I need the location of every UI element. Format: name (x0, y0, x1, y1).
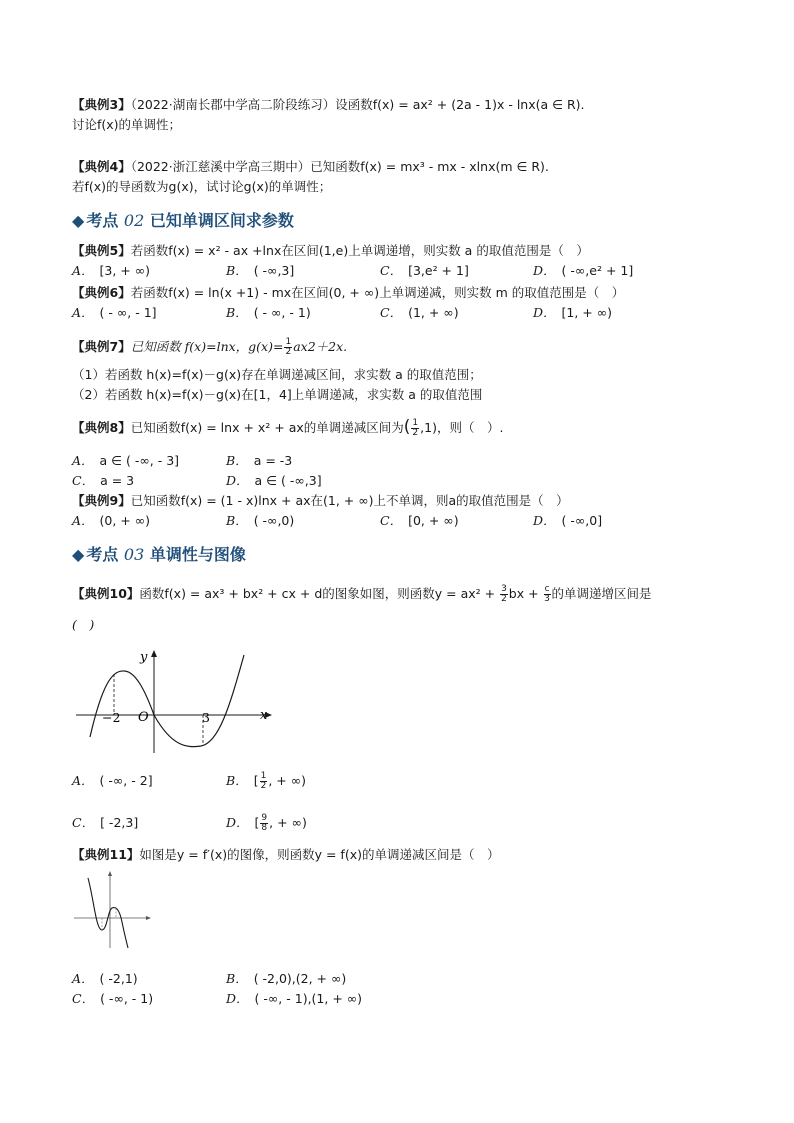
example-5-option-b: B． ( -∞,3] (226, 263, 295, 278)
cubic-function-graph (72, 645, 282, 755)
example-3-tag: 【典例3】 (72, 97, 131, 112)
example-4-line-1 (72, 158, 549, 176)
y-axis-arrow (151, 650, 157, 657)
example-5-text: 若函数f(x) = x² - ax +lnx在区间(1,e)上单调递增，则实数 a 的取值范围是（ ） (130, 243, 589, 258)
cubic-curve (90, 655, 244, 747)
section-heading-03 (72, 542, 246, 565)
example-3-line-1 (72, 96, 585, 114)
example-9-question (72, 492, 569, 510)
example-5-option-d: D． ( -∞,e² + 1] (533, 263, 634, 278)
y-axis-label: y (140, 650, 148, 665)
example-10-text: 函数f(x) = ax³ + bx² + cx + d的图象如图，则函数y = ax² + (139, 586, 500, 601)
example-8-question: 【典例8】已知函数f(x) = lnx + x² + ax的单调递减区间为( $\frac{1}{2}$ ,1)，则（ ）. (72, 417, 504, 438)
example-7-question: 【典例7】已知函数 f(x)=lnx，g(x)= $\frac{1}{2}$ ax2＋2x. (72, 337, 348, 357)
example-6-tag: 【典例6】 (72, 285, 131, 300)
example-8-text: 已知函数f(x) = lnx + x² + ax的单调递减区间为 (130, 420, 404, 435)
example-4-text: （2022·浙江慈溪中学高三期中）已知函数f(x) = mx³ - mx - xlnx(m ∈ R). (130, 159, 549, 174)
heading-number: 03 (123, 545, 145, 564)
fraction: $\frac{1}{2}$ (285, 337, 292, 357)
heading-title: 单调性与图像 (149, 545, 246, 564)
fraction: $\frac{3}{2}$ (501, 584, 507, 604)
example-6-option-b: B． ( - ∞, - 1) (226, 305, 311, 320)
fraction: $\frac{c}{3}$ (544, 584, 550, 604)
example-6-option-c: C． (1, + ∞) (380, 305, 459, 320)
example-4-tag: 【典例4】 (72, 159, 131, 174)
fraction: $\frac{1}{2}$ (260, 771, 267, 791)
example-4-line-2: 若f(x)的导函数为g(x)，试讨论g(x)的单调性； (72, 179, 332, 194)
example-9-option-d: D． ( -∞,0] (533, 513, 603, 528)
example-6-option-d: D． [1, + ∞) (533, 305, 613, 320)
example-3-text: （2022·湖南长郡中学高二阶段练习）设函数f(x) = ax² + (2a - 1)x - lnx(a ∈ R). (130, 97, 585, 112)
example-10-option-c: C． [ -2,3] (72, 815, 139, 830)
x-axis-label: x (260, 708, 268, 723)
heading-number: 02 (123, 211, 145, 230)
y-axis-arrow (108, 871, 112, 876)
example-5-option-c: C． [3,e² + 1] (380, 263, 469, 278)
fraction: $\frac{1}{2}$ (412, 418, 419, 438)
example-3-line-2: 讨论f(x)的单调性； (72, 117, 182, 132)
example-11-text: 如图是y = f′(x)的图像，则函数y = f(x)的单调递减区间是（ ） (139, 847, 500, 862)
example-8-option-d: D． a ∈ ( -∞,3] (226, 473, 322, 488)
example-9-text: 已知函数f(x) = (1 - x)lnx + ax在(1, + ∞)上不单调，则a的取值范围是（ ） (130, 493, 569, 508)
example-6-question (72, 284, 624, 302)
origin-label: O (138, 710, 149, 725)
example-7-part-1: （1）若函数 h(x)=f(x)－g(x)存在单调递减区间，求实数 a 的取值范围； (72, 367, 482, 382)
fraction: $\frac{9}{8}$ (261, 813, 268, 833)
example-8-option-a: A． a ∈ ( -∞, - 3] (72, 453, 180, 468)
example-5-option-a: A． [3, + ∞) (72, 263, 151, 278)
section-heading-02 (72, 208, 294, 231)
example-8-option-c: C． a = 3 (72, 473, 135, 488)
example-9-option-b: B． ( -∞,0) (226, 513, 295, 528)
diamond-icon: ◆ (72, 211, 85, 230)
example-10-option-b: B． [ $\frac{1}{2}$ , + ∞) (226, 771, 306, 791)
example-5-question (72, 242, 589, 260)
example-11-question (72, 846, 499, 864)
x-axis-arrow (146, 916, 151, 920)
example-10-tag: 【典例10】 (72, 586, 140, 601)
example-11-option-b: B． ( -2,0),(2, + ∞) (226, 971, 347, 986)
example-7-part-2: （2）若函数 h(x)=f(x)－g(x)在[1，4]上单调递减，求实数 a 的取值范围 (72, 387, 483, 402)
example-11-tag: 【典例11】 (72, 847, 140, 862)
example-9-tag: 【典例9】 (72, 493, 131, 508)
example-9-option-a: A． (0, + ∞) (72, 513, 151, 528)
example-11-option-c: C． ( -∞, - 1) (72, 991, 154, 1006)
example-9-option-c: C． [0, + ∞) (380, 513, 459, 528)
example-6-text: 若函数f(x) = ln(x +1) - mx在区间(0, + ∞)上单调递减，则实数 m 的取值范围是（ ） (130, 285, 625, 300)
derivative-curve (88, 878, 128, 948)
example-6-option-a: A． ( - ∞, - 1] (72, 305, 157, 320)
heading-title: 已知单调区间求参数 (149, 211, 294, 230)
example-10-answer-paren: ( ) (72, 617, 95, 632)
tick-label-left: −2 (102, 710, 121, 725)
example-11-option-a: A． ( -2,1) (72, 971, 138, 986)
example-8-option-b: B． a = -3 (226, 453, 293, 468)
example-10-option-d: D． [ $\frac{9}{8}$ , + ∞) (226, 813, 307, 833)
example-8-tag: 【典例8】 (72, 420, 131, 435)
example-10-question: 【典例10】函数f(x) = ax³ + bx² + cx + d的图象如图，则函数y = ax² + $\frac{3}{2}$ bx + $\frac{c}{3}$ 的单调递增区间是 (72, 584, 652, 604)
diamond-icon: ◆ (72, 545, 85, 564)
example-10-option-a: A． ( -∞, - 2] (72, 773, 153, 788)
example-7-text: 已知函数 f(x)=lnx，g(x)= (130, 339, 284, 354)
derivative-graph (72, 870, 152, 950)
tick-label-right: 3 (202, 710, 210, 725)
example-5-tag: 【典例5】 (72, 243, 131, 258)
heading-label: 考点 (86, 211, 119, 230)
heading-label: 考点 (86, 545, 119, 564)
example-7-tag: 【典例7】 (72, 339, 131, 354)
example-11-option-d: D． ( -∞, - 1),(1, + ∞) (226, 991, 363, 1006)
